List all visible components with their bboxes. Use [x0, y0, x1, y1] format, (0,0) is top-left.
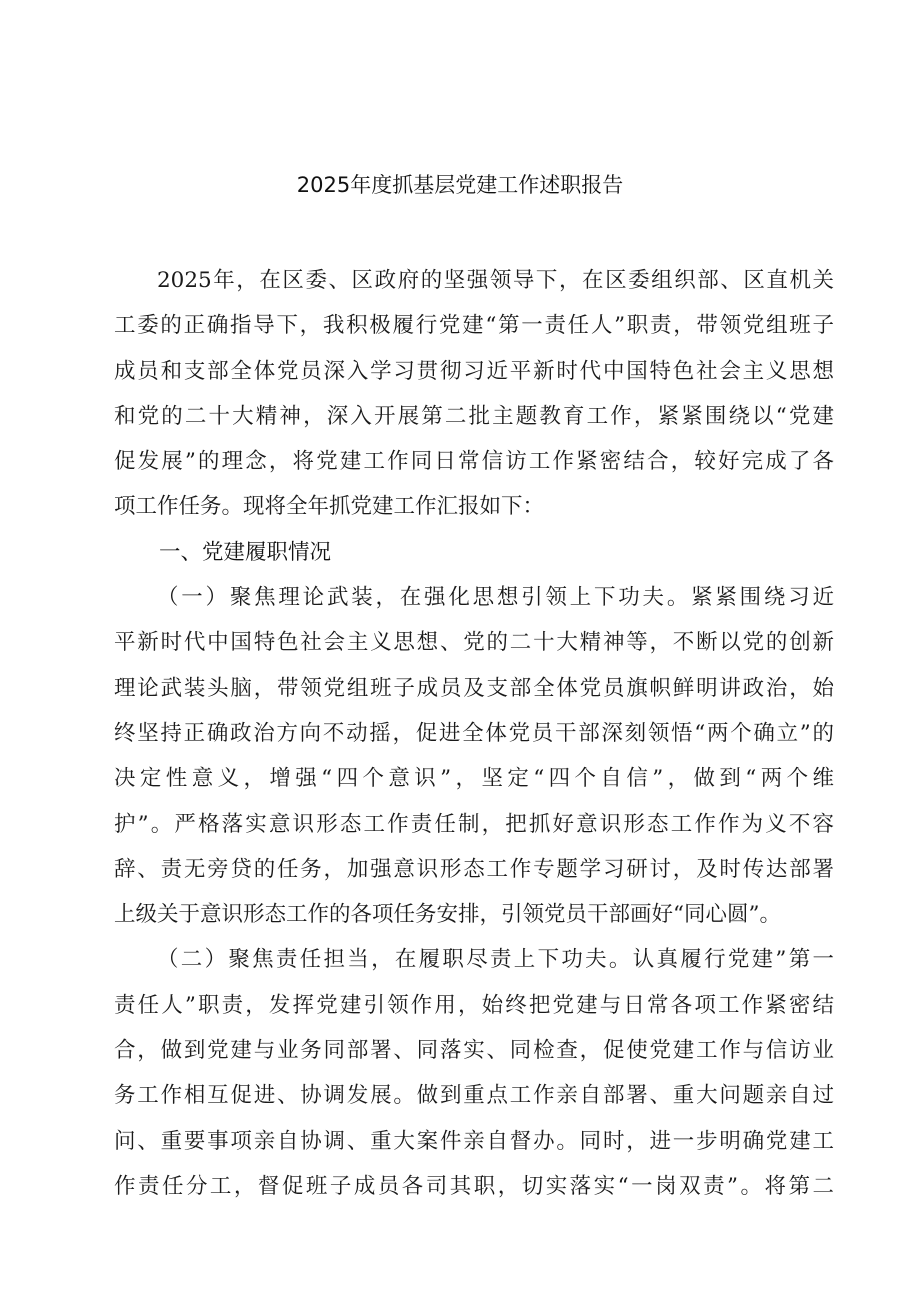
sub2-line: 作责任分工，督促班子成员各司其职，切实落实“一岗双责”。将第二	[114, 1173, 834, 1199]
intro-line: 工委的正确指导下，我积极履行党建“第一责任人”职责，带领党组班子	[114, 313, 834, 339]
section-heading: 一、党建履职情况	[159, 539, 332, 565]
document-title: 2025年度抓基层党建工作述职报告	[296, 173, 624, 197]
sub2-line: （二）聚焦责任担当，在履职尽责上下功夫。认真履行党建”第一	[157, 947, 834, 973]
sub1-line: 终坚持正确政治方向不动摇，促进全体党员干部深刻领悟“两个确立”的	[114, 720, 834, 746]
intro-line: 2025年，在区委、区政府的坚强领导下，在区委组织部、区直机关	[157, 268, 834, 293]
intro-line: 和党的二十大精神，深入开展第二批主题教育工作，紧紧围绕以“党建	[114, 403, 834, 429]
sub1-line: 平新时代中国特色社会主义思想、党的二十大精神等，不断以党的创新	[114, 630, 834, 656]
sub1-line: 上级关于意识形态工作的各项任务安排，引领党员干部画好“同心圆”。	[114, 902, 781, 928]
sub2-line: 务工作相互促进、协调发展。做到重点工作亲自部署、重大问题亲自过	[114, 1083, 834, 1109]
sub1-line: 护”。严格落实意识形态工作责任制，把抓好意识形态工作作为义不容	[114, 811, 834, 837]
sub1-line: 理论武装头脑，带领党组班子成员及支部全体党员旗帜鲜明讲政治，始	[114, 675, 834, 701]
sub2-line: 责任人”职责，发挥党建引领作用，始终把党建与日常各项工作紧密结	[114, 992, 834, 1018]
intro-line: 成员和支部全体党员深入学习贯彻习近平新时代中国特色社会主义思想	[114, 358, 834, 384]
sub1-line: （一）聚焦理论武装，在强化思想引领上下功夫。紧紧围绕习近	[157, 585, 834, 611]
sub1-line: 辞、责无旁贷的任务，加强意识形态工作专题学习研讨，及时传达部署	[114, 856, 834, 882]
sub2-line: 合，做到党建与业务同部署、同落实、同检查，促使党建工作与信访业	[114, 1038, 834, 1064]
intro-line: 项工作任务。现将全年抓党建工作汇报如下：	[114, 494, 545, 520]
sub1-line: 决定性意义，增强“四个意识”，坚定“四个自信”，做到“两个维	[114, 766, 834, 792]
document-body	[114, 258, 834, 1209]
sub2-line: 问、重要事项亲自协调、重大案件亲自督办。同时，进一步明确党建工	[114, 1128, 834, 1154]
intro-line: 促发展”的理念，将党建工作同日常信访工作紧密结合，较好完成了各	[114, 449, 834, 475]
